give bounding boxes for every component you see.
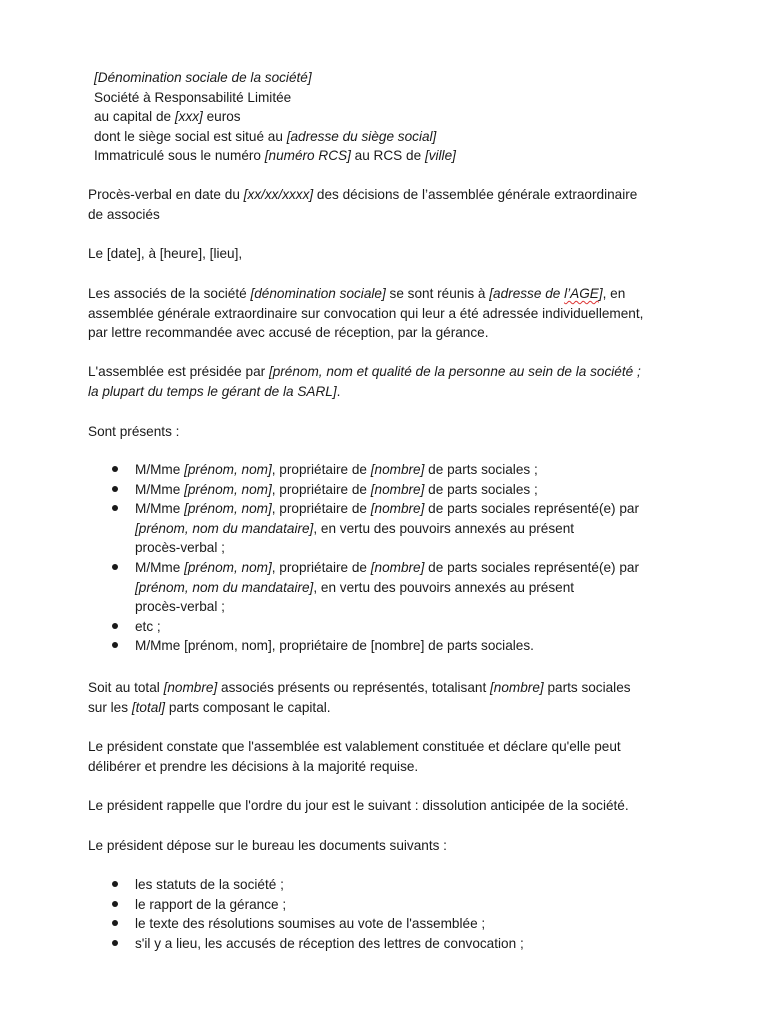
company-rcs: Immatriculé sous le numéro [numéro RCS] au RCS de [ville]: [94, 148, 456, 164]
attendee-list: [88, 460, 688, 656]
list-item: M/Mme [prénom, nom], propriétaire de [nombre] de parts sociales représenté(e) par [prénom, nom du mandataire], en vertu des pouvoirs annexés au présent procès-verbal ;: [88, 558, 688, 617]
list-item: M/Mme [prénom, nom], propriétaire de [nombre] de parts sociales ;: [88, 480, 688, 500]
date-line: Le [date], à [heure], [lieu],: [88, 246, 243, 261]
list-item: le rapport de la gérance ;: [88, 895, 688, 915]
minutes-title: Procès-verbal en date du [xx/xx/xxxx] des décisions de l’assemblée générale extraordinaire de associés: [88, 187, 638, 222]
documents-list: [88, 875, 688, 953]
total-paragraph: Soit au total [nombre] associés présents ou représentés, totalisant [nombre] parts sociales sur les [total] parts composant le capital.: [88, 680, 631, 715]
documents-heading: Le président dépose sur le bureau les documents suivants :: [88, 838, 447, 853]
present-heading: Sont présents :: [88, 424, 180, 439]
list-item: M/Mme [prénom, nom], propriétaire de [nombre] de parts sociales ;: [88, 460, 688, 480]
company-name: [Dénomination sociale de la société]: [94, 70, 312, 85]
list-item: le texte des résolutions soumises au vote de l'assemblée ;: [88, 914, 688, 934]
list-item: s'il y a lieu, les accusés de réception des lettres de convocation ;: [88, 934, 688, 954]
meeting-paragraph: Les associés de la société [dénomination sociale] se sont réunis à [adresse de l’AGE], en assemblée générale extraordinaire sur convocation qui leur a été adressée individuellement, par lettre recommandée avec accusé de réception, par la gérance.: [88, 286, 644, 341]
list-item: M/Mme [prénom, nom], propriétaire de [nombre] de parts sociales représenté(e) par [prénom, nom du mandataire], en vertu des pouvoirs annexés au présent procès-verbal ;: [88, 499, 688, 558]
agenda-paragraph: Le président rappelle que l'ordre du jour est le suivant : dissolution anticipée de la société.: [88, 798, 629, 813]
company-seat: dont le siège social est situé au [adresse du siège social]: [94, 128, 437, 144]
list-item: les statuts de la société ;: [88, 875, 688, 895]
company-form: Société à Responsabilité Limitée: [94, 89, 292, 105]
list-item: M/Mme [prénom, nom], propriétaire de [nombre] de parts sociales.: [88, 636, 688, 656]
company-header: [94, 68, 694, 166]
chair-paragraph: L'assemblée est présidée par [prénom, nom et qualité de la personne au sein de la société ; la plupart du temps le gérant de la SARL].: [88, 364, 641, 399]
list-item: etc ;: [88, 617, 688, 637]
quorum-paragraph: Le président constate que l'assemblée est valablement constituée et déclare qu'elle peut délibérer et prendre les décisions à la majorité requise.: [88, 739, 621, 774]
company-capital: au capital de [xxx] euros: [94, 109, 241, 125]
